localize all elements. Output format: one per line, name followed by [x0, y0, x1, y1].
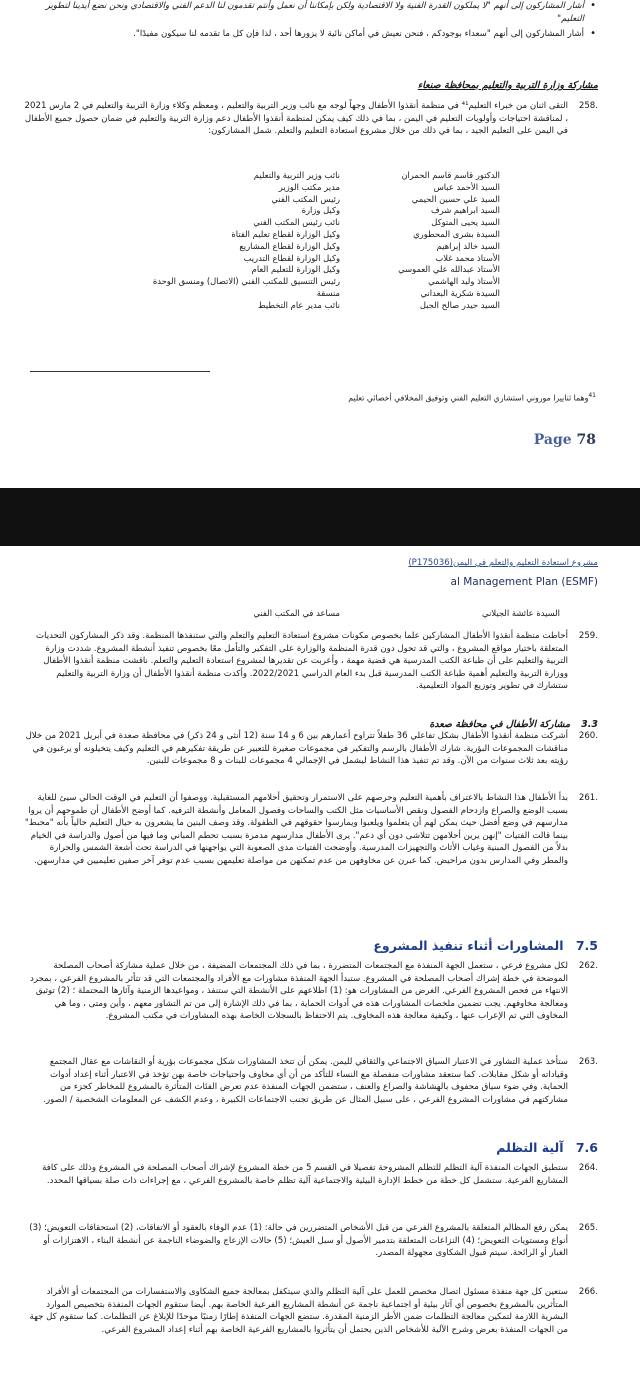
paragraph-text: يمكن رفع المظالم المتعلقة بالمشروع الفرعي من قبل الأشخاص المتضررين في حالة: (1) عدم الوفاء بالعقود أو الاتفاقات، (2) استحقاقات التعويض؛ (3) أنواع ومستويات التعويض؛ (4) النزاعات المتعلقة بتدمير الأصول أو سبل العيش؛ (5) حالات الإزعاج والضوضاء الناجمة عن أنشطة البناء ، الاهتزازات أو الغبار أو الرائحة. سيتم قبول الشكاوى مجهولة المصدر.: [29, 1223, 568, 1259]
participant-role: نائب مدير عام التخطيط: [257, 299, 340, 310]
subsection-title: مشاركة الأطفال في محافظة صعدة: [429, 719, 571, 730]
participant-role: وكيل الوزارة للتعليم العام: [251, 264, 340, 275]
footnote: [348, 392, 596, 403]
participant-role: رئيس التنسيق للمكتب الفني (الاتصال) ومنسق الوحدة: [152, 276, 340, 287]
participant-name: الأستاذ عبدالله علي العموسي: [398, 264, 500, 275]
section-number: 7.5: [575, 938, 598, 953]
document-page-79: [0, 546, 640, 1393]
paragraph-number: 261.: [578, 793, 598, 803]
participant-role: وكيل الوزارة لقطاع التدريب: [243, 252, 340, 263]
participant-name: السيدة عائشة الجيلاني: [482, 608, 560, 618]
paragraph-text: لكل مشروع فرعي ، ستعمل الجهة المنفذة مع المجتمعات المتضررة ، بما في ذلك المجتمعات المضيفة ، من خلال عملية مشاركة أصحاب المصلحة الموضحة في خطة إشراك أصحاب المصلحة في المشروع. ستبدأ الجهة المنفذة مشاورات مع الأفراد والمجتمعات التي قد تتأثر بالمشروع الفرعي ، بمجرد الانتهاء من فحص المشروع الفرعي. الغرض من المشاورات هو: (1) اطلاعهم على الأنشطة التي ستنفذ ، ومواعيدها الزمنية وآثارها المحتملة ؛ (2) توثيق ومعالجة مخاوفهم. يجب تضمين ملخصات المشاورات هذه في أدوات الحماية ، بما في ذلك الإشارة إلى من تم التشاور معهم ، وأين ومتى ، وما هي المخاوف التي تم الإعراب عنها ، وكيفية معالجة هذه المخاوف. يتم الاحتفاظ بالسجلات الخاصة بهذه المشاورات في مكتب المشروع.: [30, 961, 568, 1022]
participant-roles-list: [153, 170, 340, 312]
paragraph-264: [23, 1162, 598, 1187]
paragraph-number: 262.: [578, 961, 598, 971]
section-title: آلية التظلم: [496, 1140, 564, 1155]
paragraph-266: [23, 1286, 598, 1336]
paragraph-number: 264.: [578, 1163, 598, 1173]
section-heading-7-5: [23, 938, 598, 953]
paragraph-258: [23, 100, 598, 138]
participant-name: الأستاذ محمد غلاب: [435, 252, 500, 263]
paragraph-260: [23, 730, 598, 768]
participant-name: السيد حيدر صالح الجبل: [419, 299, 500, 310]
participant-name: الأستاذ وليد الهاشمي: [428, 276, 500, 287]
section-title: المشاورات أثناء تنفيذ المشروع: [373, 938, 564, 953]
participant-role: مساعد في المكتب الفني: [253, 608, 340, 618]
subsection-number: 3.3: [581, 719, 598, 730]
paragraph-number: 266.: [578, 1287, 598, 1297]
running-header-english: al Management Plan (ESMF): [450, 576, 598, 588]
page-separator: [0, 488, 640, 546]
participant-name: السيد يحيى المتوكل: [431, 217, 500, 228]
paragraph-text: بدأ الأطفال هذا النشاط بالاعتراف بأهمية التعليم وحرصهم على الاستمرار وتحقيق أحلامهم المستقبلية. ووصفوا أن التعليم في الوقت الحالي سيئ للغاية بسبب الوضع والصراع وازدحام الفصول ونقص الأساسيات مثل الكتب والساحات وفصول المعامل وأنشطة الترفيه. كما أوضح الأطفال أن طموحهم أن يروا مدارسهم في وضع أفضل حيث يمكن لهم أن يتعلموا ويلعبوا ويمارسوا حقوقهم في الطفولة. وقد وصف البنين ما يشعرون به حيال التعليم حالياً بأنه "محبط" بينما قالت الفتيات "إنهن يرين أحلامهن تتلاشى دون أي دعم". يرى الأطفال مدارسهم مدمرة بسبب تحطم المباني وما فيها من أصول والدراسة في الخيام بدلاً من الفصول المبنية وغياب الأثاث والتجهيزات المدرسية. وأوضحت الفتيات مدى الصعوبة التي يواجهنها في الدراسة تحت أشعة الشمس والحرارة والمطر وفي المدارس بدون مراحيض. كما عبرن عن مخاوفهن من عدم تمكنهن من مواصلة تعليمهن بسبب عدم توفر آخر صفين تعليميين في مدارسهن.: [24, 793, 568, 866]
paragraph-265: [23, 1222, 598, 1260]
bullet-text: أشار المشاركون إلى أنهم "لا يملكون القدرة الفنية ولا الاقتصادية ولكن بإمكاننا أن نعمل وأنتم تقدمون لنا الدعم الفني والاقتصادي ونحن نضع أيدينا لتطوير التعليم": [45, 1, 584, 24]
paragraph-262: [23, 960, 598, 1023]
running-header-arabic: مشروع استعادة التعليم والتعلم في اليمن(P175036): [408, 558, 598, 568]
section-heading-7-6: [23, 1140, 598, 1155]
paragraph-text: التقى اثنان من خبراء التعليم⁴¹ في منظمة أنقذوا الأطفال وجهاً لوجه مع نائب وزير التربية والتعليم ، ومعظم وكلاء وزارة التربية والتعليم في 2 مارس 2021 ، لمناقشة احتياجات وأولويات التعليم في اليمن ، بما في ذلك كيف يمكن لمنظمة أنقذوا الأطفال دعم وزارة التربية والتعليم في ضمان حصول جميع الأطفال في اليمن على التعليم الجيد ، بما في ذلك من خلال مشروع استعادة التعليم والتعلم. شمل المشاركون:: [24, 101, 568, 137]
participant-name: السيدة بشرى المحطوري: [413, 228, 500, 239]
participant-role: وكيل وزارة: [301, 205, 340, 216]
footnote-number: 41: [588, 392, 596, 399]
participant-name: السيد ابراهيم شرف: [430, 205, 500, 216]
paragraph-text: ستأخذ عملية التشاور في الاعتبار السياق الاجتماعي والثقافي لليمن. يمكن أن تتخذ المشاورات شكل مجموعات بؤرية أو النقاشات مع عقال المجتمع وقياداته أو شكل مقابلات. كما ستعقد مشاورات منفصلة مع النساء للتأكد من أن أي مخاوف واحتياجات خاصة بهن تؤخذ في الاعتبار أثناء إعداد أدوات الحماية. وفي ضوء سياق محفوف بالهشاشة والصراع والعنف ، ستضمن الجهات المنفذة عدم تعرض الفئات المتأثرة بالمشروع للمخاطر كجزء من مشاركتهم في مشاورات المشروع الفرعي ، على سبيل المثال عن طريق تجنب الاجتماعات الكبيرة ، وعدم الكشف عن المعلومات الشخصية / الصور.: [43, 1057, 568, 1105]
participant-name: السيد خالد إبراهيم: [436, 240, 500, 251]
section-number: 7.6: [575, 1140, 598, 1155]
participant-role: وكيل الوزارة لقطاع تعليم الفتاة: [231, 228, 340, 239]
bullet-text: أشار المشاركون إلى أنهم "سعداء بوجودكم ، فنحن نعيش في أماكن نائية لا يزورها أحد ، لذا فإن كل ما تقدمه لنا سيكون مفيدًا".: [133, 29, 584, 39]
paragraph-text: ستعين كل جهة منفذة مسئول اتصال مخصص للعمل على آلية التظلم والذي سيتكفل بمعالجة جميع الشكاوى والاستفسارات من المجتمعات أو الأفراد المتأثرين بالمشروع بخصوص أي آثار بيئية أو اجتماعية ناجمة عن أنشطة المشاريع الفرعية الخاصة بهم. أيضا ستقوم الجهات المنفذة بتخصيص الموارد البشرية اللازمة لتمكين معالجة التظلمات ضمن الأطر الزمنية المقدرة. ستضع الجهات المنفذة إطارًا زمنيًا موحدًا للإبلاغ عن التظلمات. كما ستقوم كل جهة من الجهات المنفذة بعرض وشرح الآلية للأشخاص الذين يحتمل أن يتأثروا بالمشاريع الفرعية الخاصة بهم أثناء إعداد المشروع الفرعي.: [29, 1287, 568, 1335]
footnote-text: وهما ثناييرا موروني استشاري التعليم الفني وتوفيق المخلافي أخصائي تعليم: [348, 393, 589, 403]
paragraph-number: 263.: [578, 1057, 598, 1067]
participant-name: السيد علي حسين الحيمي: [411, 193, 500, 204]
participant-role: مدير مكتب الوزير: [278, 181, 340, 192]
page-number: [534, 432, 596, 448]
participant-role: وكيل الوزارة لقطاع المشاريع: [239, 240, 340, 251]
participant-name: السيدة شكرية البعداني: [420, 287, 500, 298]
paragraph-number: 258.: [578, 101, 598, 111]
participant-name: الدكتور قاسم قاسم الحمران: [401, 170, 500, 180]
participant-role: رئيس المكتب الفني: [271, 193, 340, 204]
footnote-divider: [30, 371, 210, 372]
participant-role: منسقة: [316, 287, 340, 298]
quote-bullet-1: [38, 0, 598, 25]
page-label: Page: [533, 432, 572, 448]
participant-name: السيد الأحمد عباس: [433, 181, 500, 192]
document-page-78: [0, 0, 640, 488]
paragraph-number: 259.: [578, 631, 598, 641]
subsection-heading-3-3: [23, 712, 598, 731]
quote-bullet-2: [38, 28, 598, 41]
paragraph-number: 265.: [578, 1223, 598, 1233]
paragraph-text: ستطبق الجهات المنفذة آلية التظلم للتظلم المشروحة تفصيلا في القسم 5 من خطة المشروع لإشراك أصحاب المصلحة في المشروع وذلك على كافة المشاريع الفرعية. ستشمل كل خطة من خطط الإدارة البيئية والاجتماعية آلية تظلم خاصة بالمشروع الفرعي ، مع إجراءات ذات صلة بسياقها المحدد.: [42, 1163, 568, 1186]
participant-role: نائب وزير التربية والتعليم: [253, 170, 340, 180]
paragraph-263: [23, 1056, 598, 1106]
section-title: مشاركة وزارة التربية والتعليم بمحافظة صنعاء: [417, 80, 598, 91]
paragraph-number: 260.: [578, 731, 598, 741]
participant-names-list: [398, 170, 500, 312]
paragraph-259: [23, 630, 598, 693]
participant-role: نائب رئيس المكتب الفني: [253, 217, 340, 228]
page-number-value: 78: [576, 432, 596, 448]
paragraph-text: أحاطت منظمة أنقذوا الأطفال المشاركين علما بخصوص مكونات مشروع استعادة التعليم والتعلم والتي ستنفذها المنظمة. وقد ذكر المشاركون التحديات المتعلقة باختيار مواقع المشروع ، والتي قد تحول دون قدرة المنظمة والوزارة على التفكير والتأمل معًا بخصوص تنفيذ أنشطة المشروع. شددت وزارة التربية والتعليم على أن طباعة الكتب المدرسية هي قضية مهمة ، وأعربت عن تقديرها لمشروع استعادة التعليم والتعلم. ناقشت منظمة أنقذوا الأطفال ووزارة التربية والتعليم أهمية طباعة الكتب المدرسية قبل بدء العام الدراسي 2022/2021. وأكدت منظمة أنقذوا الأطفال أن وزارة التربية والتعليم ستشارك في تطوير وتوزيع المواد التعليمية.: [35, 631, 568, 692]
paragraph-261: [23, 792, 598, 868]
paragraph-text: أشركت منظمة أنقذوا الأطفال بشكل تفاعلي 36 طفلاً تتراوح أعمارهم بين 6 و 14 سنة (12 أنثى و 24 ذكر) في محافظة صعدة في أبريل 2021 من خلال مناقشات المجموعات البؤرية. شارك الأطفال بالرسم والتفكير في مجموعات صغيرة للتعبير عن طريقة تفكيرهم في التعليم وكيف يتخيلونه أو يرغبون في رؤيته بعد ثلاث سنوات من الآن. وقد تم تنفيذ هذا النشاط ليشمل في الإجمالي 4 مجموعات للبنات و 8 مجموعات للبنين.: [25, 731, 568, 767]
